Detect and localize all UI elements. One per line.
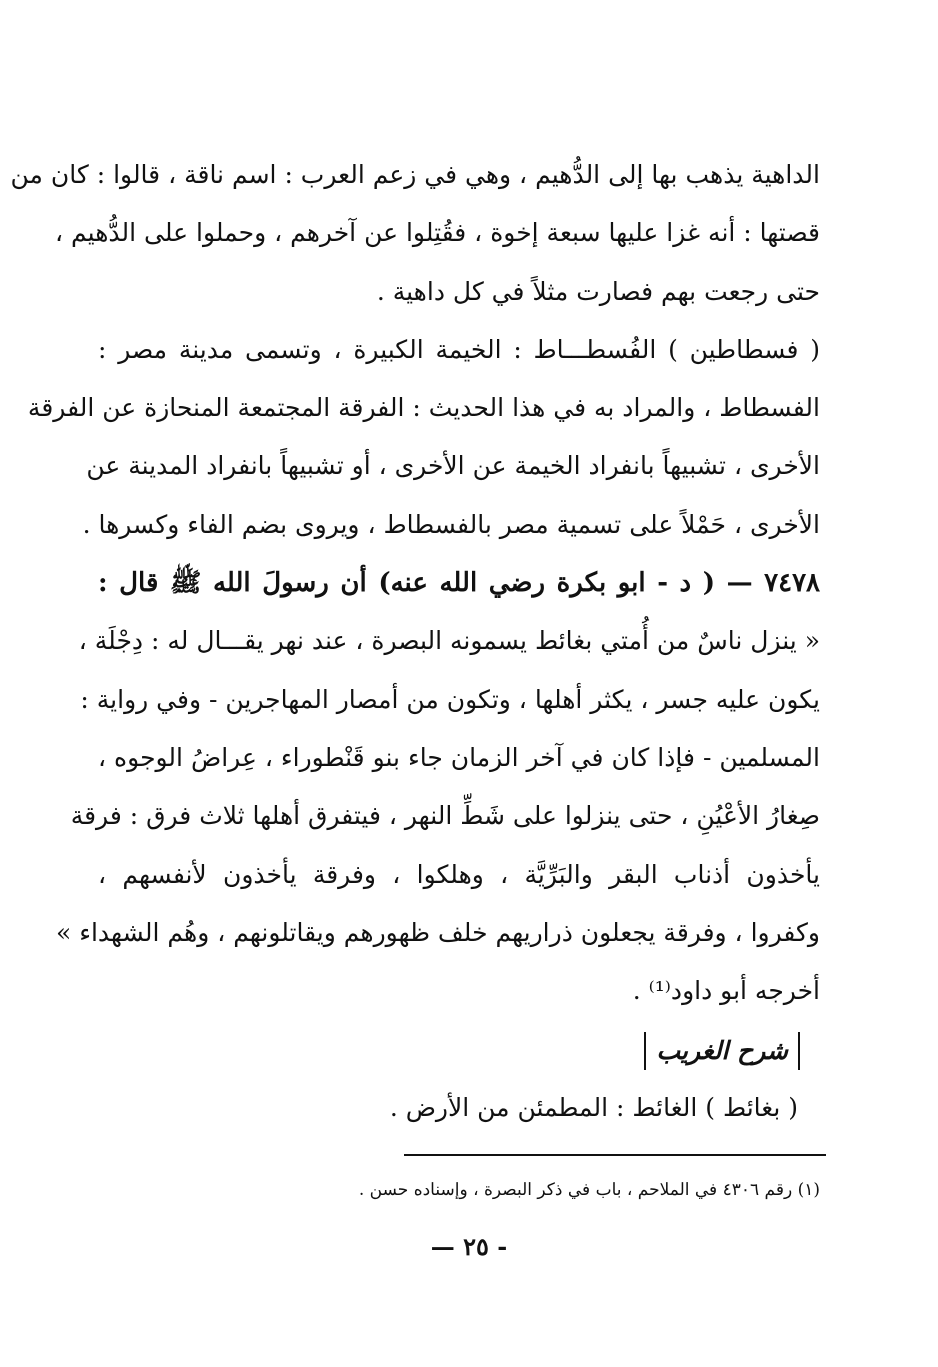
hadith-line-1: « ينزل ناسٌ من أُمتي بغائط يسمونه البصرة ، عند نهر يقـــال له : دِجْلَة ،	[78, 626, 820, 656]
hadith-line-5: يأخذون أذناب البقر والبَرِّيَّة ، وهلكوا ، وفرقة يأخذون لأنفسهم ،	[98, 859, 820, 889]
text-line-6: الأخرى ، تشبيهاً بانفراد الخيمة عن الأخرى ، أو تشبيهاً بانفراد المدينة عن	[86, 451, 820, 481]
main-text	[10, 146, 820, 1137]
source-line: أخرجه أبو داود⁽¹⁾ .	[632, 976, 820, 1006]
page-number: - ٢٥ —	[430, 1232, 508, 1261]
sharh-heading-row	[98, 1020, 820, 1078]
hadith-line-2: يكون عليه جسر ، يكثر أهلها ، وتكون من أمصار المهاجرين - وفي رواية :	[80, 684, 820, 714]
footnote-divider	[404, 1154, 826, 1156]
hadith-line-4: صِغارُ الأعْيُنِ ، حتى ينزلوا على شَطِّ النهر ، فيتفرق أهلها ثلاث فرق : فرقة	[70, 801, 820, 831]
text-line-1: الداهية يذهب بها إلى الدُّهيم ، وهي في زعم العرب : اسم ناقة ، قالوا : كان من	[10, 160, 820, 189]
sharh-heading: شرح الغريب	[644, 1032, 800, 1070]
footnote: (١) رقم ٤٣٠٦ في الملاحم ، باب في ذكر البصرة ، وإسناده حسن .	[358, 1180, 820, 1200]
text-line-2: قصتها : أنه غزا عليها سبعة إخوة ، فقُتِلوا عن آخرهم ، وحملوا على الدُّهيم ،	[55, 218, 820, 248]
sharh-line: ( بغائط ) الغائط : المطمئن من الأرض .	[389, 1092, 798, 1122]
text-line-5: الفسطاط ، والمراد به في هذا الحديث : الفرقة المجتمعة المنحازة عن الفرقة	[27, 393, 820, 423]
text-line-3: حتى رجعت بهم فصارت مثلاً في كل داهية .	[376, 276, 820, 306]
text-line-4: ( فسطاطين ) الفُسطـــاط : الخيمة الكبيرة ، وتسمى مدينة مصر :	[98, 334, 820, 364]
text-line-7: الأخرى ، حَمْلاً على تسمية مصر بالفسطاط ، ويروى بضم الفاء وكسرها .	[82, 509, 820, 539]
hadith-line-6: وكفروا ، وفرقة يجعلون ذراريهم خلف ظهورهم ويقاتلونهم ، وهُم الشهداء »	[55, 917, 820, 947]
hadith-header: ٧٤٧٨ — ( د - ابو بكرة رضي الله عنه) أن رسولَ الله ﷺ قال :	[98, 568, 820, 599]
hadith-line-3: المسلمين - فإذا كان في آخر الزمان جاء بنو قَنْطوراء ، عِراضُ الوجوه ،	[98, 742, 820, 772]
